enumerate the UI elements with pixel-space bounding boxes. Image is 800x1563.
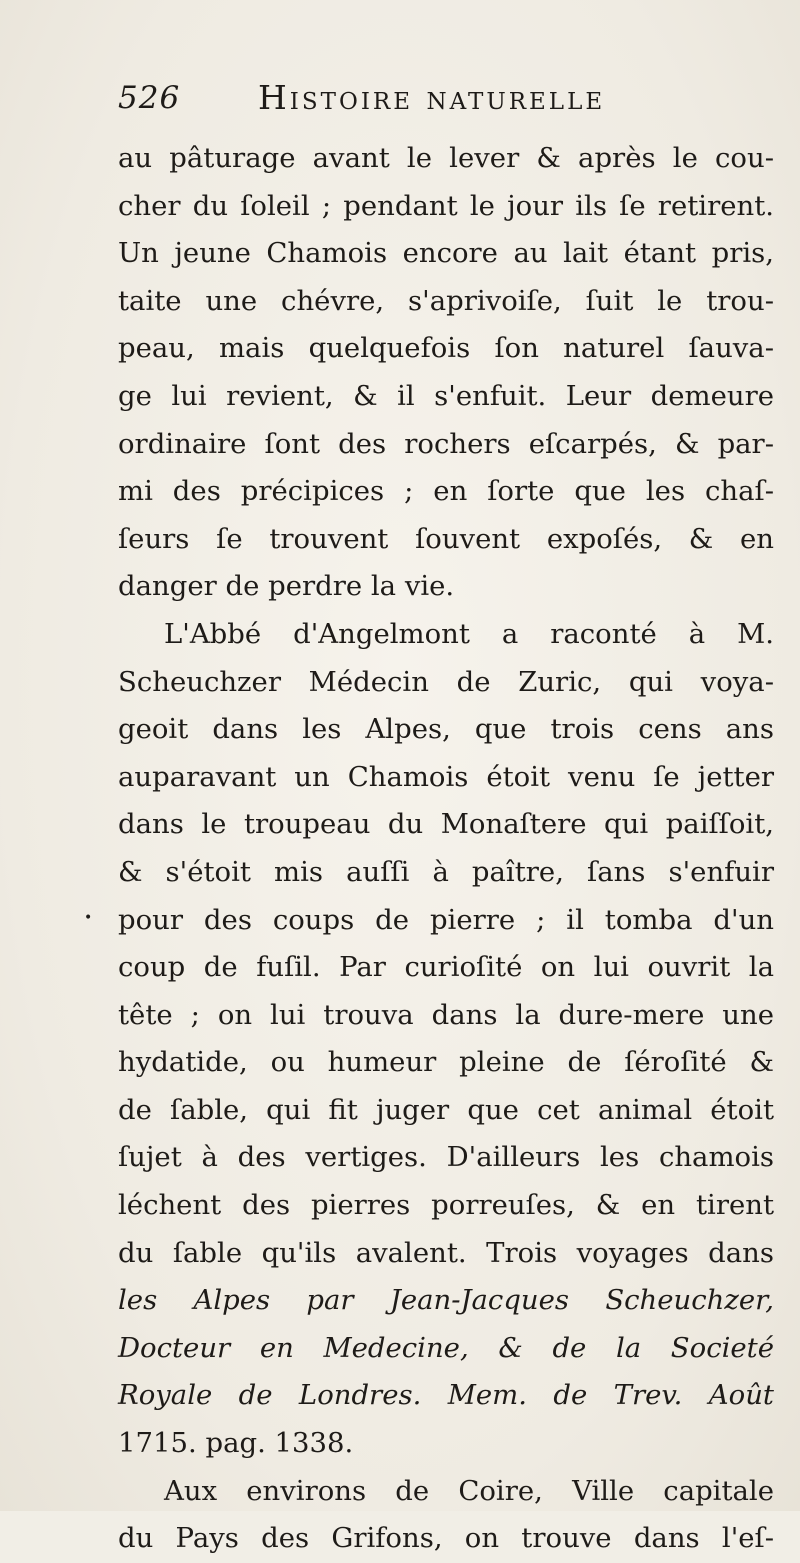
text-line: dans le troupeau du Monaſtere qui paiſſoit,: [118, 808, 774, 841]
text-line: L'Abbé d'Angelmont a raconté à M.: [164, 617, 774, 650]
text-line: Royale de Londres. Mem. de Trev. Août: [118, 1379, 774, 1412]
text-line: mi des précipices ; en ſorte que les chaſ-: [118, 475, 774, 508]
text-line: ſeurs ſe trouvent ſouvent expoſés, & en: [118, 522, 774, 555]
text-line: les Alpes par Jean-Jacques Scheuchzer,: [118, 1284, 774, 1317]
text-line: ſujet à des vertiges. D'ailleurs les chamois: [118, 1141, 774, 1174]
text-line: léchent des pierres porreuſes, & en tirent: [118, 1189, 774, 1222]
text-line: 1715. pag. 1338.: [118, 1427, 354, 1460]
text-line: au pâturage avant le lever & après le cou-: [118, 142, 774, 174]
text-line: ge lui revient, & il s'enfuit. Leur demeure: [118, 379, 774, 412]
page-number: 526: [118, 80, 181, 116]
text-line: du ſable qu'ils avalent. Trois voyages dans: [118, 1236, 774, 1269]
text-line: geoit dans les Alpes, que trois cens ans: [118, 713, 774, 746]
text-line: & s'étoit mis auſſi à paître, ſans s'enfuir: [118, 855, 774, 888]
text-line: Un jeune Chamois encore au lait étant pris,: [118, 237, 774, 270]
text-line: Scheuchzer Médecin de Zuric, qui voya-: [118, 665, 774, 698]
text-line: taite une chévre, s'aprivoiſe, ſuit le trou-: [118, 284, 774, 317]
text-line: Aux environs de Coire, Ville capitale: [164, 1474, 774, 1507]
margin-mark: •: [84, 910, 93, 926]
text-line: de ſable, qui fit juger que cet animal étoit: [118, 1093, 774, 1126]
text-line: coup de fuſil. Par curioſité on lui ouvrit la: [118, 951, 774, 984]
text-line: du Pays des Grifons, on trouve dans l'eſ-: [118, 1522, 774, 1555]
text-line: pour des coups de pierre ; il tomba d'un: [118, 903, 774, 936]
text-line: auparavant un Chamois étoit venu ſe jetter: [118, 760, 774, 793]
body-text: [118, 135, 774, 1563]
text-line: danger de perdre la vie.: [118, 570, 455, 603]
text-line: cher du ſoleil ; pendant le jour ils ſe retirent.: [118, 189, 774, 222]
text-line: ordinaire ſont des rochers eſcarpés, & par-: [118, 427, 774, 460]
text-line: Docteur en Medecine, & de la Societé: [118, 1331, 774, 1364]
page-header: [118, 78, 758, 126]
text-line: peau, mais quelquefois ſon naturel ſauva-: [118, 332, 774, 365]
text-line: tête ; on lui trouva dans la dure-mere une: [118, 998, 774, 1031]
running-head: Histoire naturelle: [258, 78, 606, 117]
text-line: hydatide, ou humeur pleine de ſéroſité &: [118, 1046, 774, 1079]
